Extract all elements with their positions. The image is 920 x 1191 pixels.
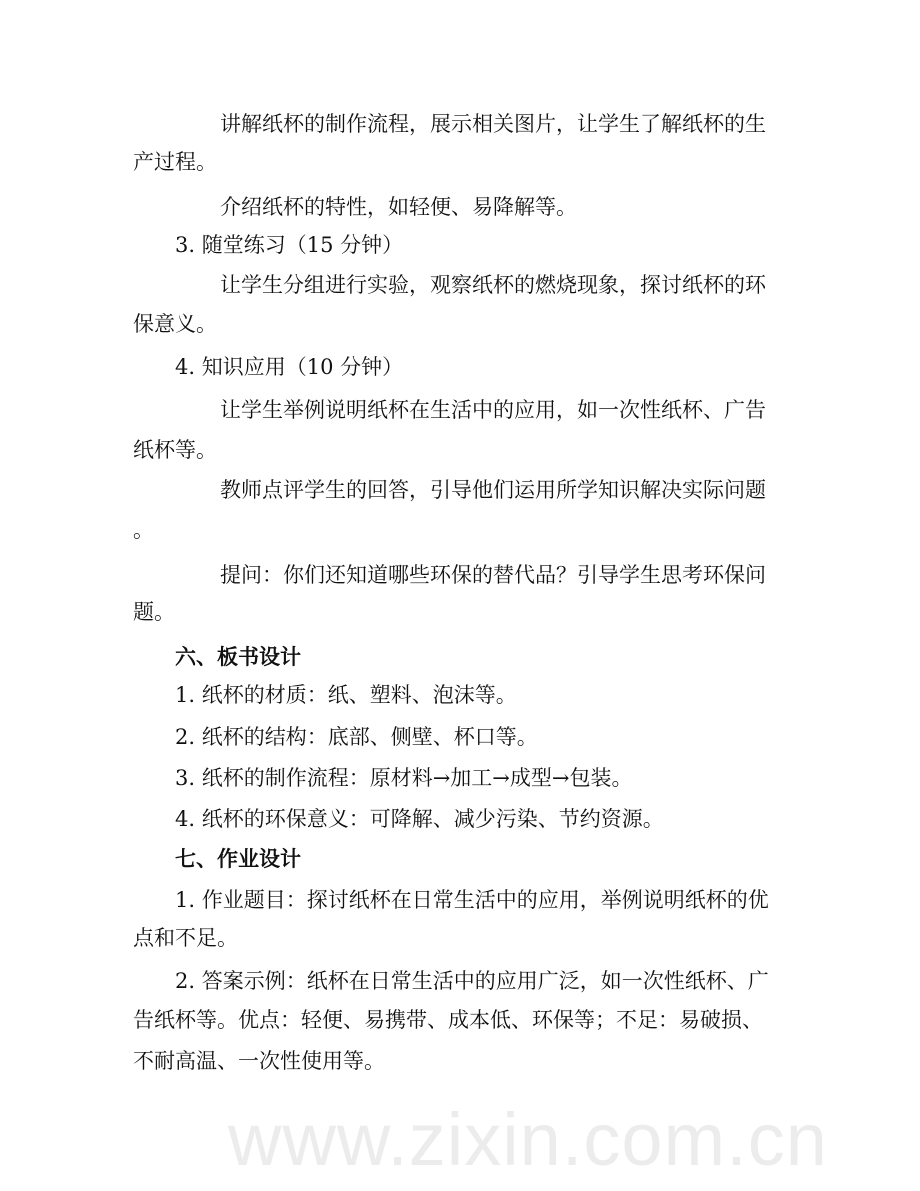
list-item-heading: 3. 随堂练习（15 分钟） [175,233,404,257]
list-item-heading: 4. 知识应用（10 分钟） [175,355,404,379]
paragraph-line: 。 [133,518,154,542]
paragraph-line: 让学生分组进行实验，观察纸杯的燃烧现象，探讨纸杯的环 [220,273,766,297]
list-item: 3. 纸杯的制作流程：原材料→加工→成型→包装。 [175,766,633,790]
paragraph-line: 讲解纸杯的制作流程，展示相关图片，让学生了解纸杯的生 [220,112,766,136]
paragraph-line: 介绍纸杯的特性，如轻便、易降解等。 [220,195,577,219]
paragraph-line: 让学生举例说明纸杯在生活中的应用，如一次性纸杯、广告 [220,398,766,422]
paragraph-line: 纸杯等。 [133,438,217,462]
list-item: 2. 答案示例：纸杯在日常生活中的应用广泛，如一次性纸杯、广 [175,969,769,993]
list-item: 2. 纸杯的结构：底部、侧壁、杯口等。 [175,725,538,749]
list-item: 不耐高温、一次性使用等。 [133,1049,385,1073]
paragraph-line: 保意义。 [133,312,217,336]
paragraph-line: 题。 [133,600,175,624]
paragraph-line: 教师点评学生的回答，引导他们运用所学知识解决实际问题 [220,478,766,502]
section-heading: 七、作业设计 [175,846,301,871]
list-item: 点和不足。 [133,926,238,950]
list-item: 1. 纸杯的材质：纸、塑料、泡沫等。 [175,683,517,707]
paragraph-line: 提问：你们还知道哪些环保的替代品？引导学生思考环保问 [220,563,766,587]
paragraph-line: 产过程。 [133,150,217,174]
watermark: www.zixin.com.cn [228,1098,828,1181]
list-item: 告纸杯等。优点：轻便、易携带、成本低、环保等；不足：易破损、 [133,1008,763,1032]
list-item: 1. 作业题目：探讨纸杯在日常生活中的应用，举例说明纸杯的优 [175,888,769,912]
list-item: 4. 纸杯的环保意义：可降解、减少污染、节约资源。 [175,807,664,831]
section-heading: 六、板书设计 [175,644,301,669]
